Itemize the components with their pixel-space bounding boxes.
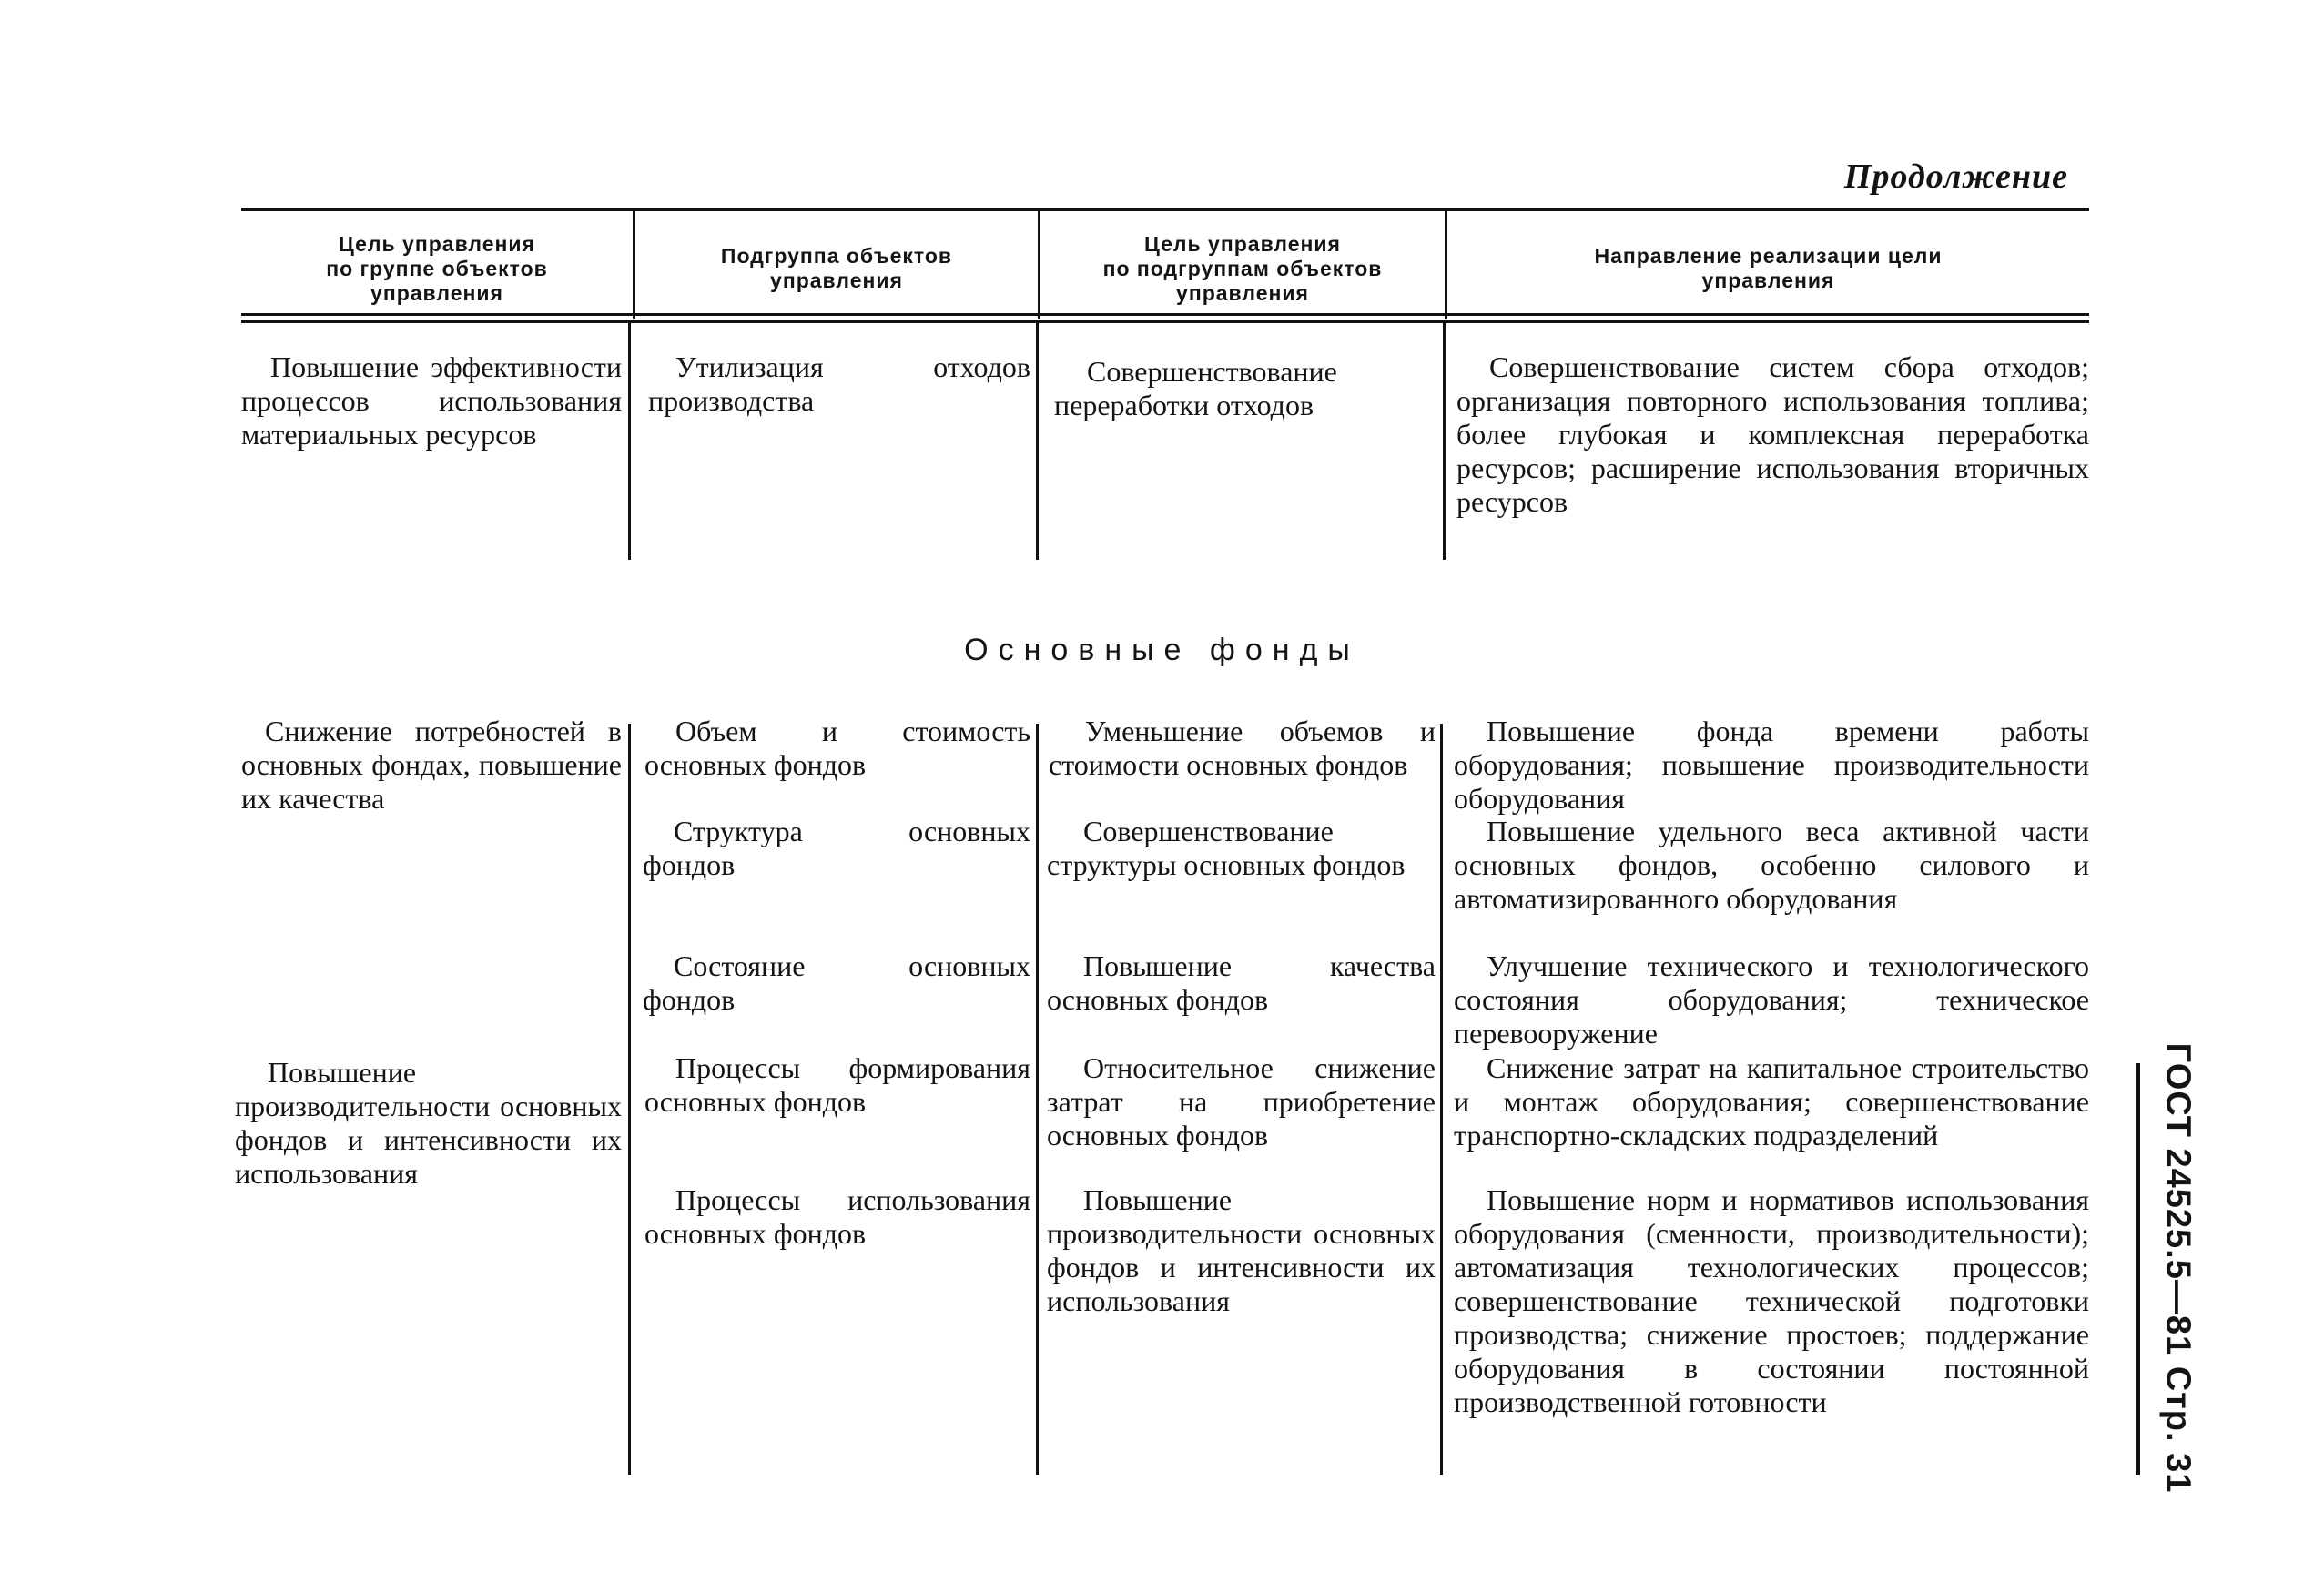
top-row-subgoal: Совершенствование переработки отходов — [1054, 355, 1337, 421]
header-direction: Направление реализации цели управления — [1594, 244, 1943, 292]
header-goal-group: Цель управления по группе объектов управления — [326, 231, 548, 305]
top-row-subgroup: Утилизация отходов производства — [648, 350, 1030, 417]
row-5-subgroup: Процессы использования основных фондов — [644, 1183, 1030, 1250]
lower-col-divider-1 — [628, 724, 631, 1475]
header-subgroup: Подгруппа объектов управления — [720, 244, 953, 292]
top-col-divider-3 — [1443, 323, 1446, 560]
continuation-label: Продолжение — [1843, 157, 2068, 196]
row-5-direction: Повышение норм и нормативов использования оборудования (сменности, производительности); автоматизация технологических процессов; совершенствование технической подготовки производства; снижение простоев; поддержание оборудования в состоянии постоянной производственной готовности — [1454, 1183, 2089, 1418]
header-bottom-rule-2 — [241, 320, 2089, 323]
top-row-goal: Повышение эффективности процессов использования материальных ресурсов — [241, 350, 622, 451]
row-4-direction: Снижение затрат на капитальное строительство и монтаж оборудования; совершенствование транспортно-складских подразделений — [1454, 1051, 2089, 1152]
side-page-label — [2146, 1042, 2209, 1493]
row-1-subgoal: Уменьшение объемов и стоимости основных фондов — [1049, 715, 1436, 781]
row-1-subgroup: Объем и стоимость основных фондов — [644, 715, 1030, 781]
lower-col-divider-3 — [1440, 724, 1443, 1475]
row-3-direction: Улучшение технического и технологического состояния оборудования; техническое перевооружение — [1454, 949, 2089, 1050]
top-row-direction: Совершенствование систем сбора отходов; организация повторного использования топлива; более глубокая и комплексная переработка ресурсов; расширение использования вторичных ресурсов — [1456, 350, 2089, 518]
row-2-subgroup: Структура основных фондов — [643, 815, 1030, 881]
side-label-rule — [2136, 1063, 2140, 1475]
header-bottom-rule-1 — [241, 313, 2089, 316]
group-goal-2: Повышение производительности основных фондов и интенсивности их использования — [235, 1056, 622, 1190]
row-2-direction: Повышение удельного веса активной части основных фондов, особенно силового и автоматизированного оборудования — [1454, 815, 2089, 915]
lower-col-divider-2 — [1036, 724, 1039, 1475]
row-3-subgroup: Состояние основных фондов — [643, 949, 1030, 1016]
row-5-subgoal: Повышение производительности основных фондов и интенсивности их использования — [1047, 1183, 1436, 1317]
row-1-direction: Повышение фонда времени работы оборудования; повышение производительности оборудования — [1454, 715, 2089, 815]
side-page-label-text: ГОСТ 24525.5—81 Стр. 31 — [2158, 1042, 2197, 1493]
header-goal-subgroup: Цель управления по подгруппам объектов управления — [1102, 231, 1383, 305]
table-top-rule — [241, 208, 2089, 211]
section-title: Основные фонды — [964, 633, 1360, 667]
top-col-divider-2 — [1036, 323, 1039, 560]
row-3-subgoal: Повышение качества основных фондов — [1047, 949, 1436, 1016]
top-col-divider-1 — [628, 323, 631, 560]
row-4-subgoal: Относительное снижение затрат на приобретение основных фондов — [1047, 1051, 1436, 1152]
row-4-subgroup: Процессы формирования основных фондов — [644, 1051, 1030, 1118]
group-goal-1: Снижение потребностей в основных фондах, повышение их качества — [241, 715, 622, 815]
row-2-subgoal: Совершенствование структуры основных фондов — [1047, 815, 1406, 881]
